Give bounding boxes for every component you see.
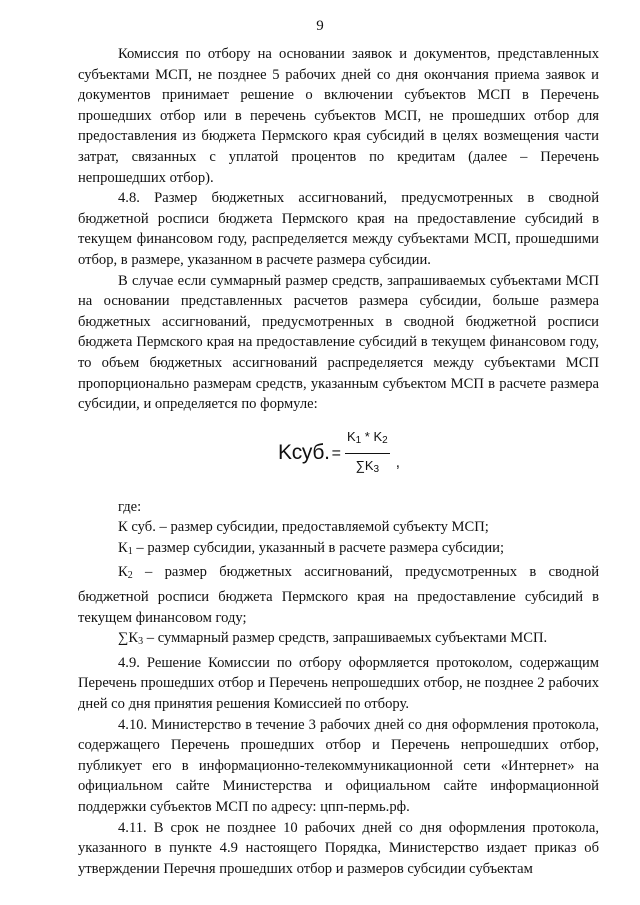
paragraph-distribution-rule: В случае если суммарный размер средств, запрашиваемых субъектами МСП на основании представленных расчетов размера субсидии, больше размера бюджетных ассигнований, предусмотренных в сводной бюджетной росписи бюджета Пермского края на предоставление субсидий в текущем финансовом году, то объем бюджетных ассигнований распределяется между субъектами МСП пропорционально размерам средств, указанным субъектом МСП в расчете размера субсидии, и определяется по формуле: [78,272,599,413]
paragraph-4-10: 4.10. Министерство в течение 3 рабочих дней со дня оформления протокола, содержащего Перечень прошедших отбор и Перечень непрошедших отбор, публикует его в информационно-телекоммуникационной сети «Интернет» на официальном сайте Министерства и официальном сайте информационной поддержки субъектов МСП по адресу: цпп-пермь.рф. [78,716,599,815]
definition-k1 [78,538,599,563]
numerator-k2: K [373,428,383,444]
definition-ksub: К суб. – размер субсидии, предоставляемой субъекту МСП; [118,519,489,536]
k1-symbol: К [118,539,128,556]
subsidy-formula [278,427,400,481]
k2-text: – размер бюджетных ассигнований, предусмотренных в сводной бюджетной росписи бюджета Пермского края на предоставление субсидий в текущем финансовом году; [78,564,599,626]
numerator-k1-subscript: 1 [355,434,362,446]
k1-text: – размер субсидии, указанный в расчете размера субсидии; [132,539,505,556]
document-body [78,44,599,879]
formula-lhs: Kсуб. [278,441,330,465]
denominator-sum: ∑K [355,458,374,474]
formula-comma: , [395,454,400,472]
formula-fraction [345,427,390,481]
paragraph-4-9: 4.9. Решение Комиссии по отбору оформляется протоколом, содержащим Перечень прошедших отбор и Перечень непрошедших отбор, не позднее 2 рабочих дней со дня принятия решения Комиссией по отбору. [78,654,599,713]
formula-equals: = [331,445,341,463]
k3-subscript: 3 [138,636,144,648]
denominator-subscript: 3 [373,464,380,476]
paragraph-4-11: 4.11. В срок не позднее 10 рабочих дней со дня оформления протокола, указанного в пункте 4.9 настоящего Порядка, Министерство издает приказ об утверждении Перечня прошедших отбор и размеров субсидии субъектам [78,819,599,877]
numerator-k2-subscript: 2 [382,434,388,446]
definition-k2 [78,562,599,628]
formula-block [78,415,599,497]
k1-subscript: 1 [127,545,133,557]
k2-subscript: 2 [127,570,133,582]
where-label: где: [118,498,142,515]
k3-symbol: ∑К [118,630,139,647]
k2-symbol: К [118,564,128,581]
numerator-k1: K [346,428,356,444]
numerator-operator: * [361,428,374,444]
formula-denominator [356,454,380,481]
formula-numerator [345,427,390,455]
paragraph-4-8: 4.8. Размер бюджетных ассигнований, предусмотренных в сводной бюджетной росписи бюджета Пермского края на предоставление субсидий в текущем финансовом году, распределяется между субъектами МСП, прошедшими отбор, в размере, указанном в расчете размера субсидии. [78,190,599,268]
definition-k3 [78,628,599,653]
k3-text: – суммарный размер средств, запрашиваемых субъектами МСП. [143,630,548,647]
page-number: 9 [316,18,324,34]
paragraph-commission-decision: Комиссия по отбору на основании заявок и документов, представленных субъектами МСП, не позднее 5 рабочих дней со дня окончания приема заявок и документов принимает решение о включении субъектов МСП в Перечень прошедших отбор или в перечень субъектов МСП, не прошедших отбор для предоставления из бюджета Пермского края субсидий в целях возмещения части затрат, связанных с уплатой процентов по кредитам (далее – Перечень непрошедших отбор). [78,46,599,186]
